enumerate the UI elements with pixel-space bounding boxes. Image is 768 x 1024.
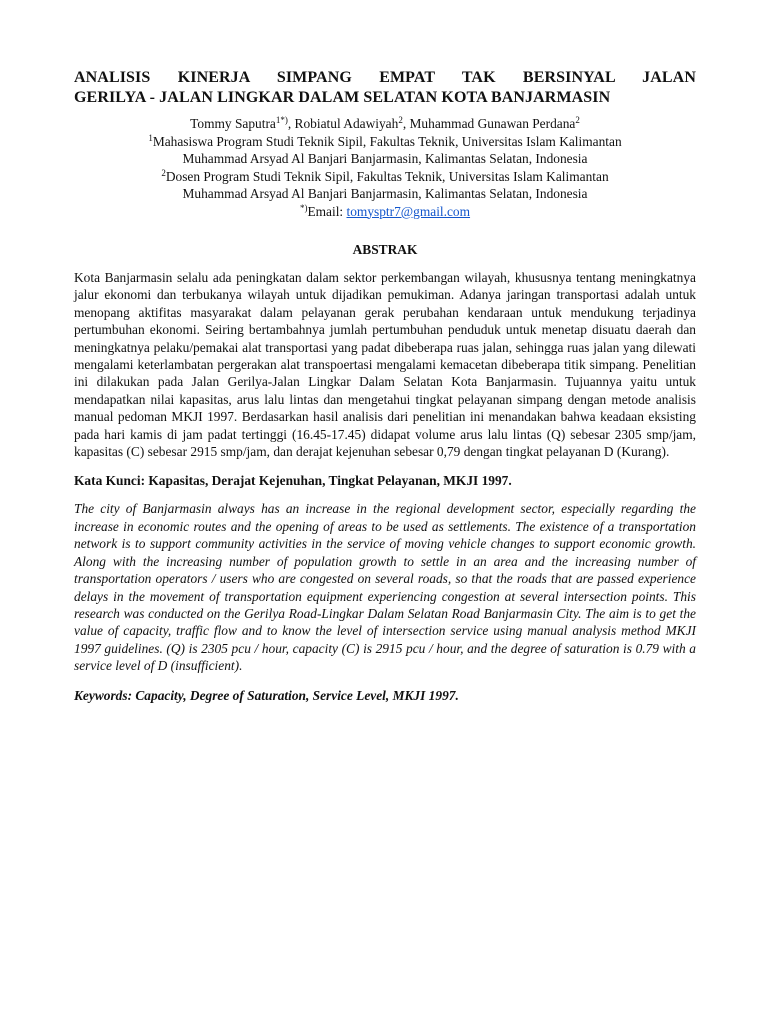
author-name: Robiatul Adawiyah [294, 116, 399, 131]
abstract-english: The city of Banjarmasin always has an increase in the regional development sector, especially regarding the increase in economic routes and the opening of areas to be used as settlements. The existence of a transportation network is to support community activities in the service of moving vehicle changes to support economic growth. Along with the increasing number of population growth to settle in an area and the increasing number of transportation operators / users who are congested on several roads, so that the roads that are passed experience delays in the movement of transportation equipment experiencing congestion at several intersection points. This research was conducted on the Gerilya Road-Lingkar Dalam Selatan Road Banjarmasin City. The aim is to get the value of capacity, traffic flow and to know the level of intersection service using manual analysis method MKJI 1997 guidelines. (Q) is 2305 pcu / hour, capacity (C) is 2915 pcu / hour, and the degree of saturation is 0.79 with a service level of D (insufficient). [74, 501, 696, 674]
paper-page [74, 68, 696, 704]
affiliation-1 [74, 133, 696, 168]
abstract-heading: ABSTRAK [352, 242, 418, 257]
author-affiliation-mark: 2 [575, 115, 580, 125]
author-separator: , [287, 116, 295, 131]
paper-title-line-2: GERILYA - JALAN LINGKAR DALAM SELATAN KOTA BANJARMASIN [74, 89, 611, 106]
affiliation-2-line-1 [74, 168, 696, 186]
affiliation-1-line-2: Muhammad Arsyad Al Banjari Banjarmasin, Kalimantas Selatan, Indonesia [182, 151, 588, 166]
author-affiliation-mark: 2 [398, 115, 403, 125]
paper-title-line-1: ANALISIS KINERJA SIMPANG EMPAT TAK BERSINYAL JALAN [74, 69, 696, 86]
email-label: Email: [307, 203, 347, 219]
author-block [74, 115, 696, 220]
affiliation-2 [74, 168, 696, 203]
email-link[interactable]: tomysptr7@gmail.com [346, 203, 471, 219]
keywords-indonesian: Kata Kunci: Kapasitas, Derajat Kejenuhan, Tingkat Pelayanan, MKJI 1997. [74, 473, 512, 489]
affiliation-mark: 2 [161, 167, 166, 178]
corresponding-mark: *) [299, 202, 308, 213]
keywords-english: Keywords: Capacity, Degree of Saturation, Service Level, MKJI 1997. [74, 687, 459, 703]
affiliation-mark: 1 [148, 132, 153, 143]
author-name: Tommy Saputra [190, 116, 276, 131]
author-list [74, 115, 696, 133]
author-affiliation-mark: 1*) [275, 115, 288, 125]
abstract-indonesian: Kota Banjarmasin selalu ada peningkatan dalam sektor perkembangan wilayah, khususnya tentang meningkatnya jalur ekonomi dan terbukanya wilayah untuk dijadikan pemukiman. Adanya jaringan transportasi adalah untuk menopang aktifitas masyarakat dalam pelayanan gerak perubahan kendaraan untuk mendukung terjadinya pertumbuhan ekonomi. Seiring bertambahnya jumlah pertumbuhan penduduk untuk menetap disuatu daerah dan meningkatnya pelaku/pemakai alat transportasi yang padat dibeberapa ruas jalan, sehingga ruas jalan yang dilewati mengalami keterlambatan pergerakan alat transpoertasi mengalami kemacetan dibeberapa titik simpang. Penelitian ini dilakukan pada Jalan Gerilya-Jalan Lingkar Dalam Selatan Kota Banjarmasin. Tujuannya yaitu untuk mendapatkan nilai kapasitas, arus lalu lintas dan mengetahui tingkat pelayanan simpang dengan metode analisis manual pedoman MKJI 1997. Berdasarkan hasil analisis dari penelitian ini menandakan bahwa keadaan eksisting pada hari kamis di jam padat tertinggi (16.45-17.45) didapat volume arus lalu lintas (Q) sebesar 2305 smp/jam, kapasitas (C) sebesar 2915 smp/jam, dan derajat kejenuhan sebesar 0,79 dengan tingkat pelayanan D (Kurang). [74, 270, 696, 460]
author-separator: , [402, 116, 410, 131]
affiliation-1-line-1 [74, 133, 696, 151]
author-name: Muhammad Gunawan Perdana [409, 116, 576, 131]
affiliation-2-line-2: Muhammad Arsyad Al Banjari Banjarmasin, Kalimantas Selatan, Indonesia [182, 186, 588, 201]
corresponding-email [74, 203, 696, 221]
affiliation-text: Dosen Program Studi Teknik Sipil, Fakultas Teknik, Universitas Islam Kalimantan [165, 168, 609, 184]
affiliation-text: Mahasiswa Program Studi Teknik Sipil, Fakultas Teknik, Universitas Islam Kalimantan [152, 133, 622, 149]
paper-title [74, 68, 696, 108]
